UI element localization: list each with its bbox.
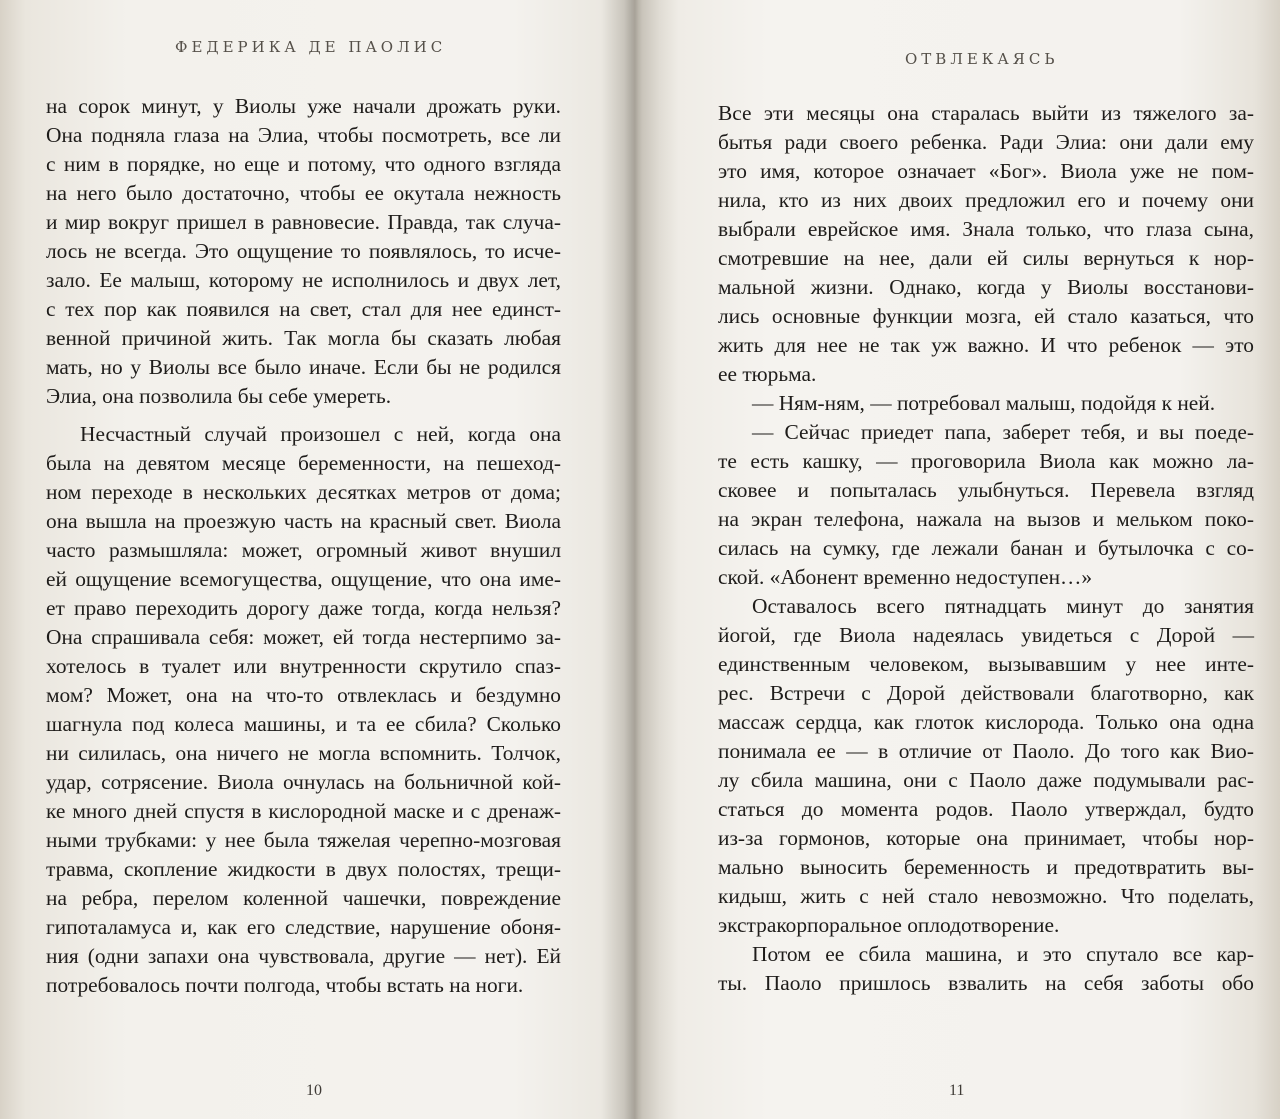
text-line: травма, скопление жидкости в двух полостях, трещи- [46,857,561,881]
text-line: Все эти месяцы она старалась выйти из тяжелого за- [718,101,1254,125]
text-line: рес. Встречи с Дорой действовали благотворно, как [718,681,1254,705]
text-line: Она спрашивала себя: может, ей тогда нестерпимо за- [46,625,561,649]
text-line: ты. Паоло пришлось взвалить на себя заботы обо [718,971,1254,995]
text-line: Оставалось всего пятнадцать минут до занятия [752,594,1254,618]
text-line: на экран телефона, нажала на вызов и мельком поко- [718,507,1254,531]
left-page [0,0,630,1119]
page-number: 10 [306,1082,322,1099]
text-line: Несчастный случай произошел с ней, когда она [80,422,561,446]
text-line: зало. Ее малыш, которому не исполнилось и двух лет, [46,268,561,292]
text-line: часто размышляла: может, огромный живот внушил [46,538,561,562]
text-line: с ним в порядке, но еще и потому, что одного взгляда [46,152,561,176]
text-line: мальной жизни. Однако, когда у Виолы восстанови- [718,275,1254,299]
text-line: удар, сотрясение. Виола очнулась на больничной кой- [46,770,561,794]
running-head-author: ФЕДЕРИКА ДЕ ПАОЛИС [175,38,447,56]
text-line: она вышла на проезжую часть на красный свет. Виола [46,509,561,533]
text-line: потребовалось почти полгода, чтобы встать на ноги. [46,973,524,997]
text-line: ном переходе в нескольких десятках метров от дома; [46,480,561,504]
text-line: на него было достаточно, чтобы ее окутала нежность [46,181,561,205]
text-line: единственным человеком, вызывавшим у нее инте- [718,652,1254,676]
text-line: и мир вокруг пришел в равновесие. Правда, так случа- [46,210,561,234]
text-line: ния (одни запахи она чувствовала, другие — нет). Ей [46,944,561,968]
text-line: ей ощущение всемогущества, ощущение, что она име- [46,567,561,591]
text-line: мать, но у Виолы все было иначе. Если бы не родился [46,355,561,379]
text-line: сковее и попыталась улыбнуться. Перевела взгляд [718,478,1254,502]
text-line: была на девятом месяце беременности, на пешеход- [46,451,561,475]
text-line: массаж сердца, как глоток кислорода. Только она одна [718,710,1254,734]
right-page [650,0,1280,1119]
text-line: это имя, которое означает «Бог». Виола уже не пом- [718,159,1254,183]
page-number: 11 [949,1082,965,1099]
text-line: Потом ее сбила машина, и это спутало все кар- [752,942,1254,966]
right-page-text [718,99,1254,998]
text-line: на ребра, перелом коленной чашечки, повреждение [46,886,561,910]
text-line: хотелось в туалет или внутренности скрутило спаз- [46,654,561,678]
text-line: ке много дней спустя в кислородной маске и с дренаж- [46,799,561,823]
text-line: ее тюрьма. [718,362,817,386]
text-line: — Ням-ням, — потребовал малыш, подойдя к ней. [752,391,1216,415]
text-line: лись основные функции мозга, ей стало казаться, что [718,304,1254,328]
text-line: силась на сумку, где лежали банан и бутылочка с со- [718,536,1254,560]
running-head-title: ОТВЛЕКАЯСЬ [905,50,1059,68]
text-line: шагнула под колеса машины, и та ее сбила? Сколько [46,712,561,736]
text-line: из-за гормонов, которые она принимает, чтобы нор- [718,826,1254,850]
text-line: лось не всегда. Это ощущение то появлялось, то исче- [46,239,561,263]
text-line: с тех пор как появился на свет, стал для нее единст- [46,297,561,321]
text-line: понимала ее — в отличие от Паоло. До того как Вио- [718,739,1254,763]
text-line: выбрали еврейское имя. Знала только, что глаза сына, [718,217,1254,241]
text-line: Она подняла глаза на Элиа, чтобы посмотреть, все ли [46,123,561,147]
text-line: мально выносить беременность и предотвратить вы- [718,855,1254,879]
text-line: кидыш, жить с ней стало невозможно. Что поделать, [718,884,1254,908]
text-line: бытья ради своего ребенка. Ради Элиа: они дали ему [718,130,1254,154]
text-line: смотревшие на нее, дали ей силы вернуться к нор- [718,246,1254,270]
text-line: ет право переходить дорогу даже тогда, когда нельзя? [46,596,561,620]
text-line: венной причиной жить. Так могла бы сказать любая [46,326,561,350]
text-line: экстракорпоральное оплодотворение. [718,913,1060,937]
text-line: лу сбила машина, они с Паоло даже подумывали рас- [718,768,1254,792]
text-line: нила, кто из них двоих предложил его и почему они [718,188,1254,212]
text-line: гипоталамуса и, как его следствие, нарушение обоня- [46,915,561,939]
text-line: ни силилась, она ничего не могла вспомнить. Толчок, [46,741,561,765]
text-line: ской. «Абонент временно недоступен…» [718,565,1093,589]
text-line: жить для нее не так уж важно. И что ребенок — это [718,333,1254,357]
text-line: ными трубками: у нее была тяжелая черепно-мозговая [46,828,561,852]
text-line: на сорок минут, у Виолы уже начали дрожать руки. [46,94,561,118]
text-line: йогой, где Виола надеялась увидеться с Дорой — [718,623,1254,647]
left-page-text [46,92,561,1000]
text-line: статься до момента родов. Паоло утверждал, будто [718,797,1254,821]
text-line: — Сейчас приедет папа, заберет тебя, и вы поеде- [752,420,1254,444]
text-line: мом? Может, она на что-то отвлеклась и бездумно [46,683,561,707]
text-line: те есть кашку, — проговорила Виола как можно ла- [718,449,1254,473]
text-line: Элиа, она позволила бы себе умереть. [46,384,392,408]
